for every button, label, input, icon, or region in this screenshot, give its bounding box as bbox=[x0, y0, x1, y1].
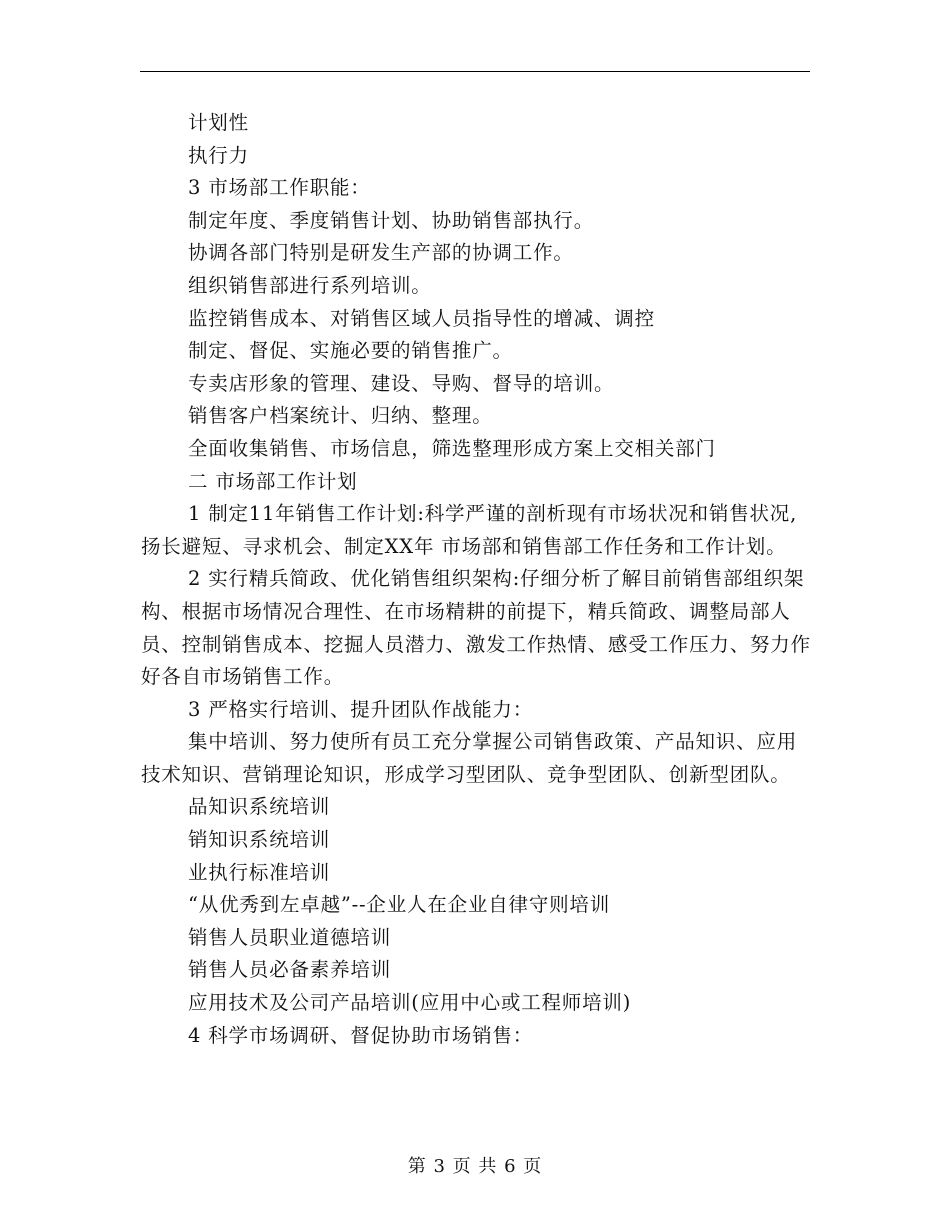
paragraph: 业执行标准培训 bbox=[188, 860, 331, 884]
paragraph: 销知识系统培训 bbox=[188, 828, 331, 852]
paragraph: 集中培训、努力使所有员工充分掌握公司销售政策、产品知识、应用技术知识、营销理论知识，形成学习型团队、竞争型团队、创新型团队。 bbox=[141, 730, 798, 786]
paragraph: 应用技术及公司产品培训(应用中心或工程师培训) bbox=[188, 991, 632, 1015]
section-heading: 二 市场部工作计划 bbox=[188, 469, 358, 493]
paragraph: “从优秀到左卓越”--企业人在企业自律守则培训 bbox=[188, 893, 611, 917]
paragraph: 销售客户档案统计、归纳、整理。 bbox=[188, 404, 493, 428]
header-rule bbox=[140, 71, 810, 72]
paragraph: 2 实行精兵简政、优化销售组织架构:仔细分析了解目前销售部组织架构、根据市场情况合理性、在市场精耕的前提下，精兵简政、调整局部人员、控制销售成本、挖掘人员潜力、激发工作热情、感受工作压力、努力作好各自市场销售工作。 bbox=[141, 567, 811, 689]
paragraph: 销售人员职业道德培训 bbox=[188, 925, 392, 949]
paragraph: 全面收集销售、市场信息，筛选整理形成方案上交相关部门 bbox=[188, 436, 716, 460]
page-footer: 第 3 页 共 6 页 bbox=[407, 1156, 543, 1177]
paragraph: 监控销售成本、对销售区域人员指导性的增减、调控 bbox=[188, 306, 655, 330]
paragraph: 3 严格实行培训、提升团队作战能力： bbox=[188, 697, 534, 721]
paragraph: 1 制定11年销售工作计划:科学严谨的剖析现有市场状况和销售状况,扬长避短、寻求机会、制定XX年 市场部和销售部工作任务和工作计划。 bbox=[141, 502, 798, 558]
paragraph: 执行力 bbox=[188, 143, 249, 167]
paragraph: 4 科学市场调研、督促协助市场销售： bbox=[188, 1023, 534, 1047]
paragraph: 制定年度、季度销售计划、协助销售部执行。 bbox=[188, 208, 595, 232]
paragraph: 销售人员必备素养培训 bbox=[188, 958, 392, 982]
document-body bbox=[141, 107, 811, 1052]
paragraph: 计划性 bbox=[188, 111, 249, 134]
paragraph: 3 市场部工作职能： bbox=[188, 176, 371, 200]
paragraph: 专卖店形象的管理、建设、导购、督导的培训。 bbox=[188, 371, 615, 395]
paragraph: 组织销售部进行系列培训。 bbox=[188, 273, 432, 297]
paragraph: 协调各部门特别是研发生产部的协调工作。 bbox=[188, 241, 574, 265]
paragraph: 制定、督促、实施必要的销售推广。 bbox=[188, 339, 513, 363]
paragraph: 品知识系统培训 bbox=[188, 795, 331, 819]
